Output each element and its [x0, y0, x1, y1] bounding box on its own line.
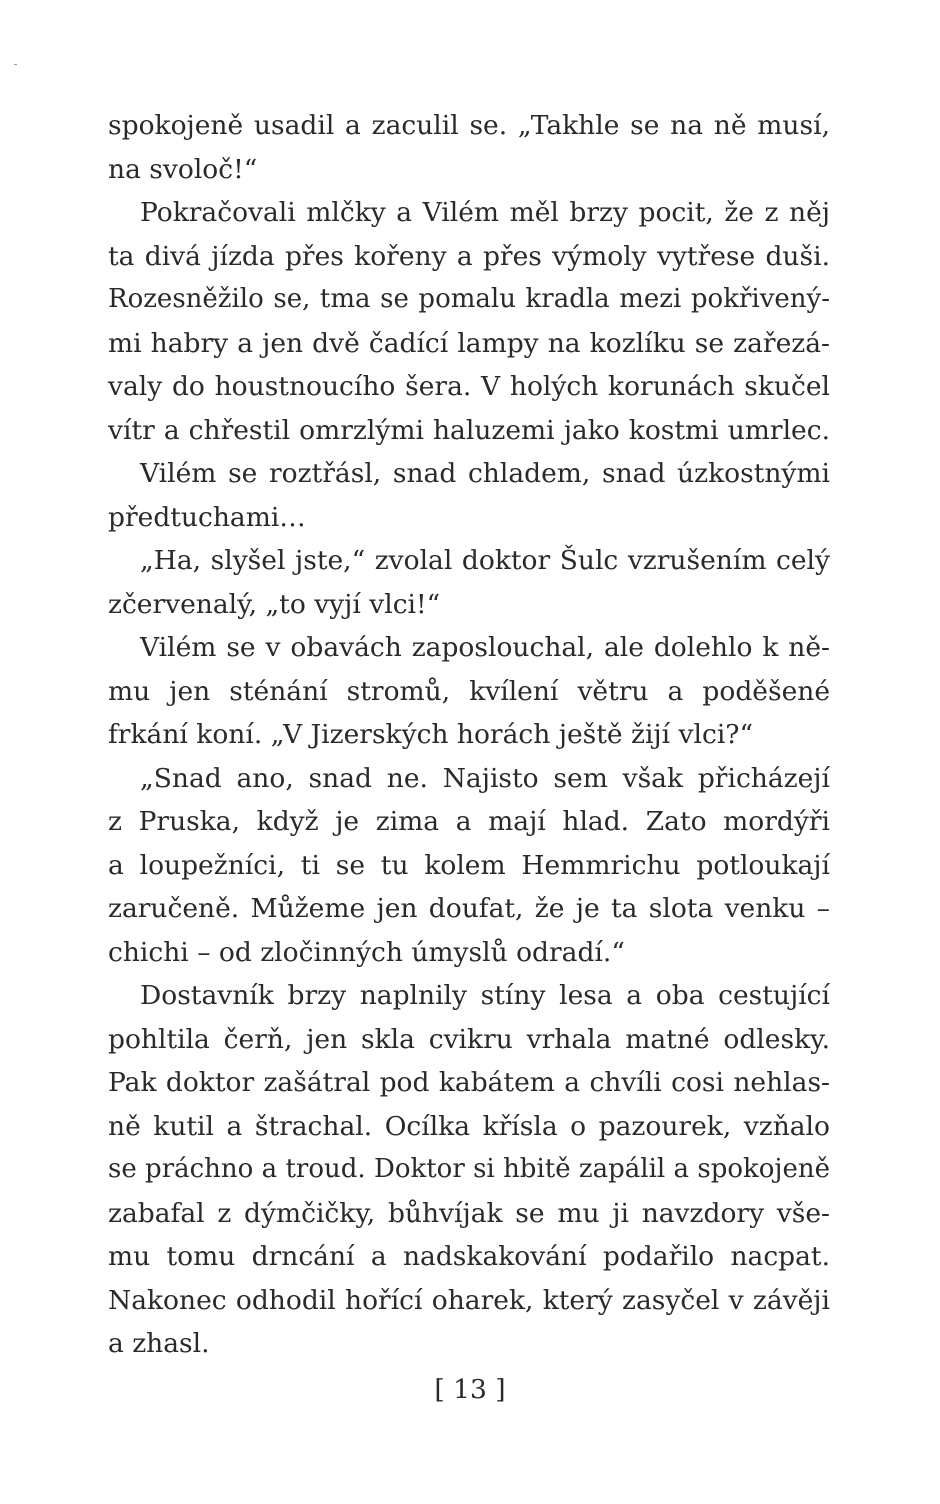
- text-line: pohltila čerň, jen skla cvikru vrhala matné odlesky.: [108, 1023, 830, 1055]
- text-line: a loupežníci, ti se tu kolem Hemmrichu potloukají: [108, 849, 830, 881]
- scan-speck: [14, 64, 17, 65]
- text-line: se práchno a troud. Doktor si hbitě zapálil a spokojeně: [108, 1154, 830, 1184]
- text-line: mu tomu drncání a nadskakování podařilo nacpat.: [108, 1241, 830, 1272]
- body-text: [108, 104, 830, 1366]
- page-number: [ 13 ]: [434, 1374, 506, 1405]
- text-line: ně kutil a štrachal. Ocílka křísla o pazourek, vzňalo: [108, 1110, 830, 1142]
- text-line: spokojeně usadil a zaculil se. „Takhle se na ně musí,: [108, 110, 830, 141]
- text-line: vítr a chřestil omrzlými haluzemi jako kostmi umrlec.: [108, 414, 830, 446]
- text-line: zaručeně. Můžeme jen doufat, že je ta slota venku –: [108, 893, 830, 924]
- text-line: mu jen sténání stromů, kvílení větru a poděšené: [108, 675, 830, 707]
- text-line: zabafal z dýmčičky, bůhvíjak se mu ji navzdory vše-: [108, 1197, 830, 1229]
- text-line: na svoloč!“: [108, 153, 258, 185]
- text-line: a zhasl.: [108, 1328, 210, 1359]
- text-line: Pak doktor zašátral pod kabátem a chvíli cosi nehlas-: [108, 1067, 830, 1098]
- text-line: chichi – od zločinných úmyslů odradí.“: [108, 936, 625, 968]
- text-line: mi habry a jen dvě čadící lampy na kozlíku se zařezá-: [108, 327, 830, 359]
- text-line: Pokračovali mlčky a Vilém měl brzy pocit, že z něj: [140, 197, 830, 228]
- text-line: frkání koní. „V Jizerských horách ještě žijí vlci?“: [108, 719, 754, 750]
- text-line: valy do houstnoucího šera. V holých korunách skučel: [108, 371, 830, 402]
- text-line: „Snad ano, snad ne. Najisto sem však přicházejí: [140, 762, 830, 794]
- text-line: zčervenalý, „to vyjí vlci!“: [108, 588, 441, 620]
- text-line: Dostavník brzy naplnily stíny lesa a oba cestující: [140, 980, 830, 1011]
- text-line: „Ha, slyšel jste,“ zvolal doktor Šulc vzrušením celý: [140, 545, 830, 576]
- text-line: předtuchami…: [108, 501, 306, 533]
- text-line: z Pruska, když je zima a mají hlad. Zato mordýři: [108, 806, 830, 837]
- text-line: Nakonec odhodil hořící oharek, který zasyčel v závěji: [108, 1284, 830, 1316]
- text-line: ta divá jízda přes kořeny a přes výmoly vytřese duši.: [108, 240, 830, 272]
- text-line: Vilém se roztřásl, snad chladem, snad úzkostnými: [140, 458, 830, 489]
- text-line: Vilém se v obavách zaposlouchal, ale dolehlo k ně-: [140, 632, 830, 663]
- text-line: Rozesněžilo se, tma se pomalu kradla mezi pokřivený-: [108, 284, 830, 314]
